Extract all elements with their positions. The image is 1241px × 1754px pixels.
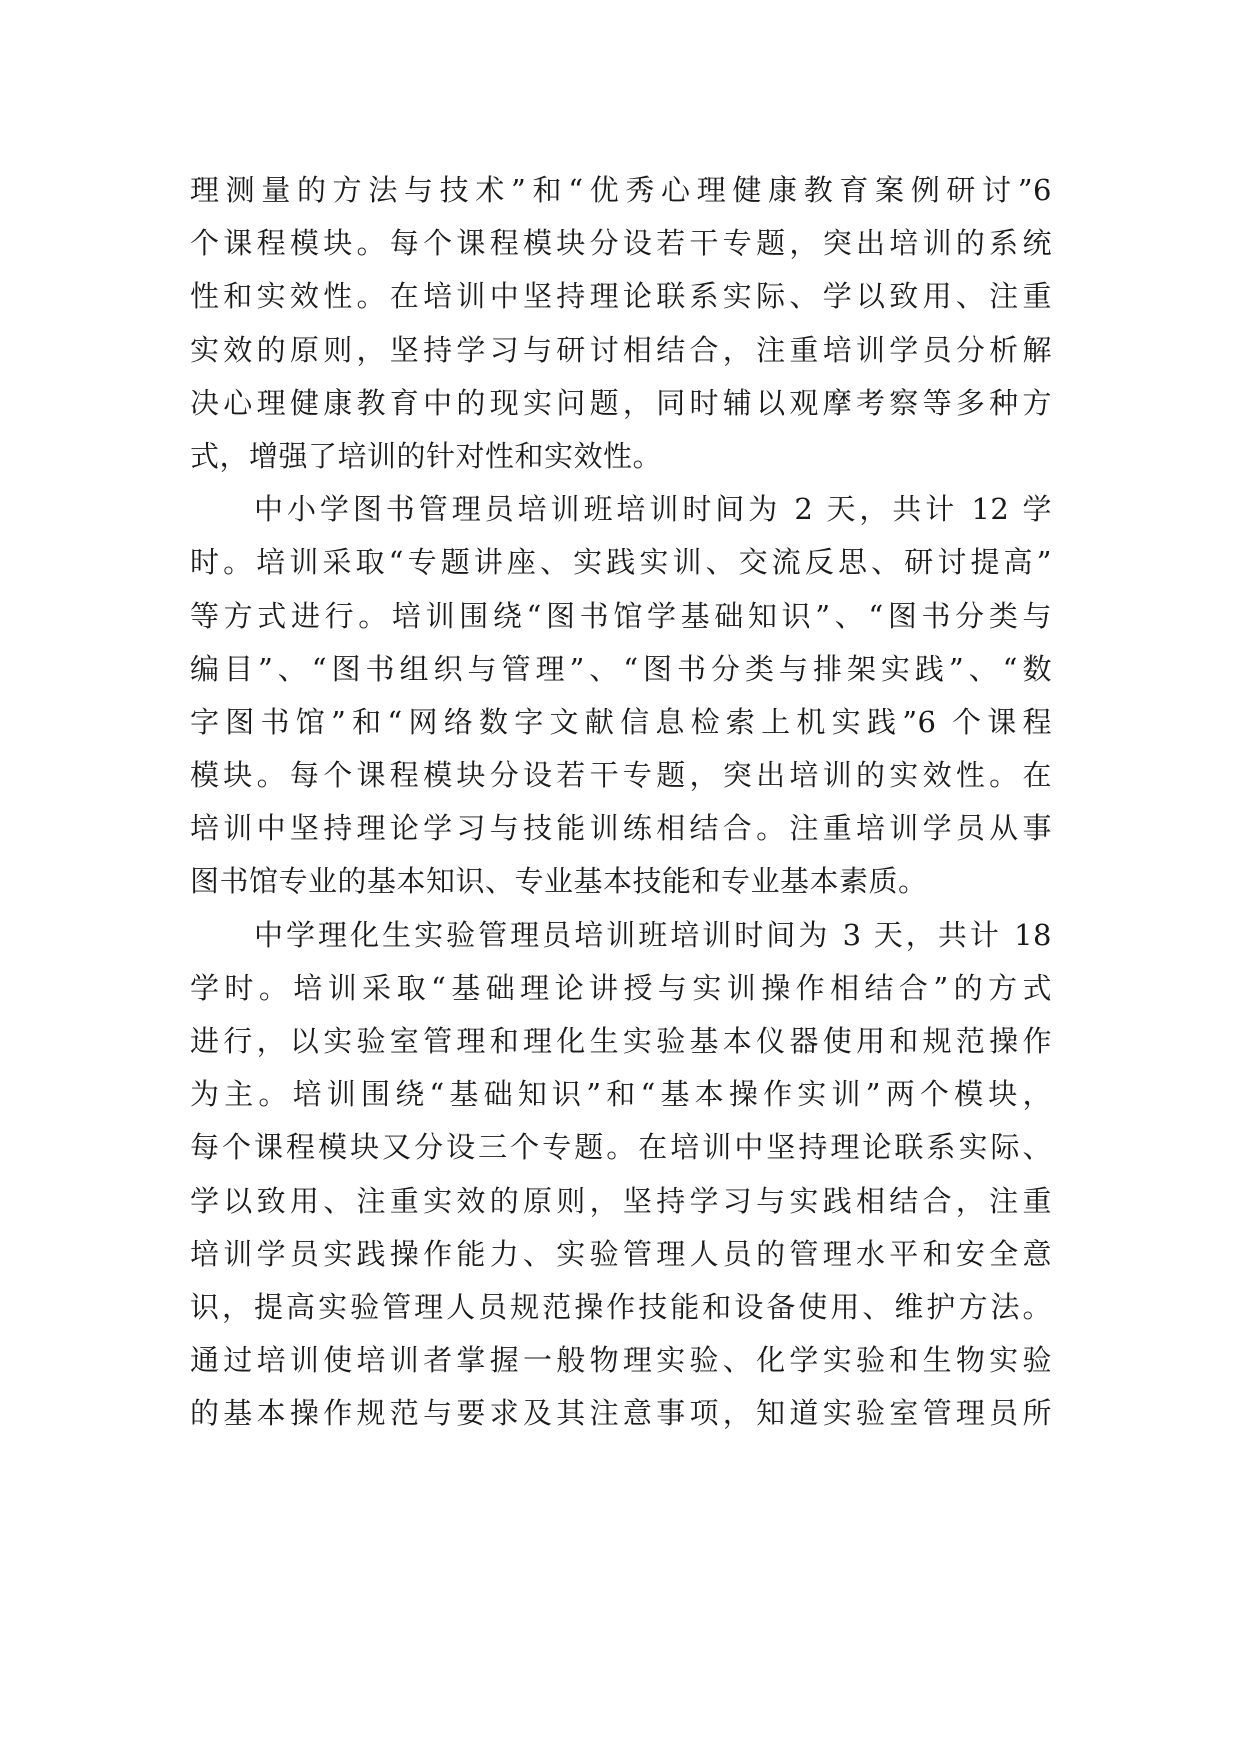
paragraph-line: 性和实效性。在培训中坚持理论联系实际、学以致用、注重 <box>190 279 1052 314</box>
paragraph-line: 培训中坚持理论学习与技能训练相结合。注重培训学员从事 <box>190 811 1052 846</box>
paragraph-line: 实效的原则，坚持学习与研讨相结合，注重培训学员分析解 <box>190 332 1052 367</box>
paragraph-line: 通过培训使培训者掌握一般物理实验、化学实验和生物实验 <box>190 1343 1052 1378</box>
paragraph-line: 等方式进行。培训围绕“图书馆学基础知识”、“图书分类与 <box>190 598 1052 633</box>
body-text <box>190 164 1052 1441</box>
paragraph-line: 进行，以实验室管理和理化生实验基本仪器使用和规范操作 <box>190 1024 1052 1058</box>
paragraph-line: 决心理健康教育中的现实问题，同时辅以观摩考察等多种方 <box>190 385 1052 420</box>
paragraph-line: 字图书馆”和“网络数字文献信息检索上机实践”6 个课程 <box>190 704 1052 739</box>
paragraph-line: 培训学员实践操作能力、实验管理人员的管理水平和安全意 <box>190 1236 1052 1271</box>
paragraph-line: 理测量的方法与技术”和“优秀心理健康教育案例研讨”6 <box>190 173 1052 207</box>
paragraph-line: 为主。培训围绕“基础知识”和“基本操作实训”两个模块， <box>190 1077 1052 1112</box>
paragraph-first-line: 中小学图书管理员培训班培训时间为 2 天，共计 12 学 <box>254 492 1052 527</box>
paragraph-line: 编目”、“图书组织与管理”、“图书分类与排架实践”、“数 <box>190 651 1052 686</box>
paragraph-line: 的基本操作规范与要求及其注意事项，知道实验室管理员所 <box>190 1396 1052 1431</box>
paragraph-line: 模块。每个课程模块分设若干专题，突出培训的实效性。在 <box>190 758 1052 793</box>
paragraph-line: 每个课程模块又分设三个专题。在培训中坚持理论联系实际、 <box>190 1130 1052 1165</box>
paragraph-line: 图书馆专业的基本知识、专业基本技能和专业基本素质。 <box>190 864 928 899</box>
paragraph-line: 式，增强了培训的针对性和实效性。 <box>190 438 663 473</box>
paragraph-line: 学时。培训采取“基础理论讲授与实训操作相结合”的方式 <box>190 970 1052 1005</box>
paragraph-first-line: 中学理化生实验管理员培训班培训时间为 3 天，共计 18 <box>254 917 1052 952</box>
paragraph-line: 个课程模块。每个课程模块分设若干专题，突出培训的系统 <box>190 226 1052 261</box>
paragraph-line: 学以致用、注重实效的原则，坚持学习与实践相结合，注重 <box>190 1183 1052 1218</box>
paragraph-line: 时。培训采取“专题讲座、实践实训、交流反思、研讨提高” <box>190 545 1052 580</box>
paragraph-line: 识，提高实验管理人员规范操作技能和设备使用、维护方法。 <box>190 1289 1052 1324</box>
